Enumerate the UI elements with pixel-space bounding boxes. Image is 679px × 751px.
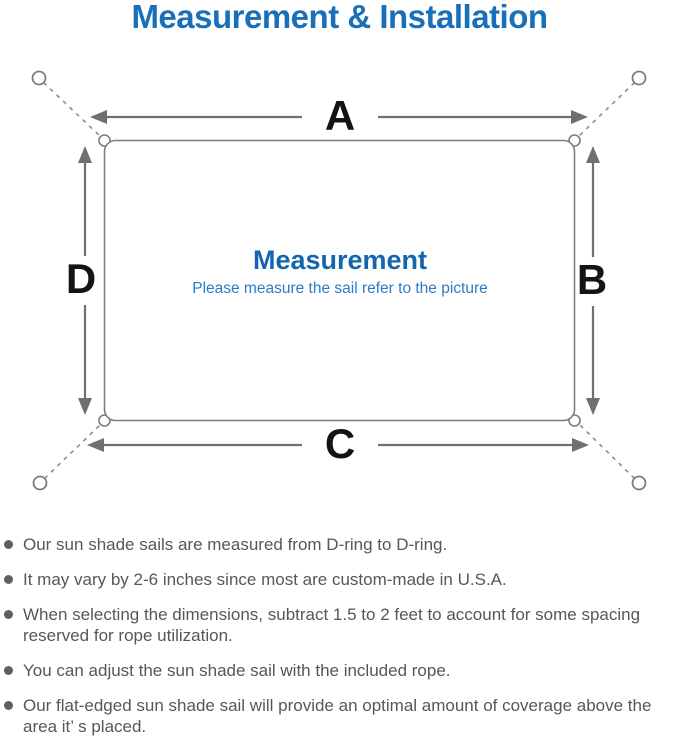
rope-dash-top-right: [579, 83, 635, 137]
notes-list: [0, 534, 679, 751]
dim-label-c: C: [324, 420, 356, 467]
list-item: [0, 660, 679, 681]
bullet-icon: [4, 540, 13, 549]
measurement-diagram: [0, 60, 679, 500]
diagram-center-subtitle: Please measure the sail refer to the picture: [192, 280, 488, 297]
rope-dash-bottom-left: [45, 425, 101, 479]
list-item: [0, 569, 679, 590]
note-text: Our flat-edged sun shade sail will provide an optimal amount of coverage above the area it’ s placed.: [23, 696, 652, 736]
dim-label-d: D: [65, 255, 97, 302]
diagram-center-title: Measurement: [252, 245, 428, 275]
anchor-ring-top-right: [633, 72, 646, 85]
arrowhead-d-top: [78, 146, 92, 163]
arrowhead-c-right: [572, 438, 589, 452]
note-text: When selecting the dimensions, subtract 1.5 to 2 feet to account for some spacing reserved for rope utilization.: [23, 605, 641, 645]
arrowhead-a-left: [90, 110, 107, 124]
arrowhead-c-left: [87, 438, 104, 452]
anchor-ring-top-left: [33, 72, 46, 85]
anchor-ring-bottom-left: [34, 477, 47, 490]
list-item: [0, 604, 679, 646]
bullet-icon: [4, 701, 13, 710]
dim-label-a: A: [324, 92, 356, 139]
arrowhead-a-right: [571, 110, 588, 124]
dim-label-b: B: [576, 256, 608, 303]
arrowhead-d-bottom: [78, 398, 92, 415]
rope-dash-bottom-right: [580, 425, 635, 479]
note-text: Our sun shade sails are measured from D-ring to D-ring.: [23, 535, 448, 554]
note-text: It may vary by 2-6 inches since most are custom-made in U.S.A.: [23, 570, 507, 589]
bullet-icon: [4, 575, 13, 584]
rope-dash-top-left: [44, 83, 101, 137]
list-item: [0, 534, 679, 555]
arrowhead-b-top: [586, 146, 600, 163]
list-item: [0, 695, 679, 737]
anchor-ring-bottom-right: [633, 477, 646, 490]
arrowhead-b-bottom: [586, 398, 600, 415]
page-title: Measurement & Installation: [131, 0, 548, 35]
note-text: You can adjust the sun shade sail with the included rope.: [23, 661, 451, 680]
bullet-icon: [4, 610, 13, 619]
bullet-icon: [4, 666, 13, 675]
